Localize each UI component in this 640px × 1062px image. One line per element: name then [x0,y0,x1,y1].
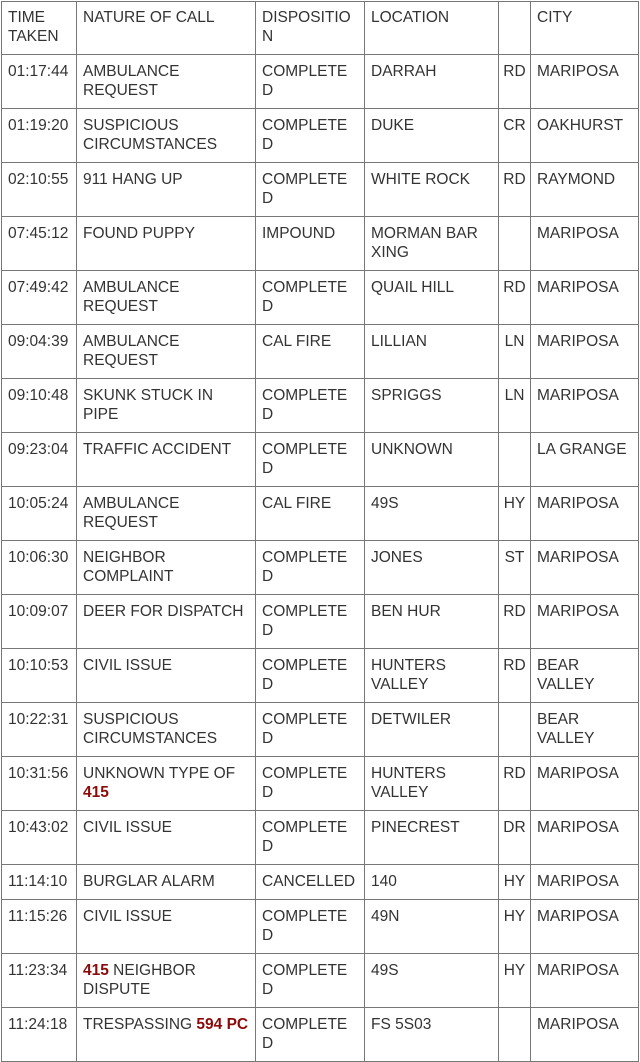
table-row [2,757,639,811]
location-cell: FS 5S03 [365,1008,499,1062]
location-cell: PINECREST [365,811,499,865]
nature-cell: TRAFFIC ACCIDENT [77,433,256,487]
suffix-cell: DR [499,811,531,865]
location-cell: HUNTERS VALLEY [365,649,499,703]
nature-cell: DEER FOR DISPATCH [77,595,256,649]
location-cell: 49S [365,954,499,1008]
nature-cell [77,1008,256,1062]
city-cell: MARIPOSA [531,811,639,865]
location-cell: LILLIAN [365,325,499,379]
table-row [2,271,639,325]
nature-cell: BURGLAR ALARM [77,865,256,900]
nature-cell: AMBULANCE REQUEST [77,55,256,109]
suffix-cell [499,1008,531,1062]
city-cell: BEAR VALLEY [531,649,639,703]
time-cell: 10:05:24 [2,487,77,541]
disposition-cell: IMPOUND [256,217,365,271]
suffix-cell: HY [499,865,531,900]
city-cell: LA GRANGE [531,433,639,487]
header-location: LOCATION [365,2,499,55]
location-cell: UNKNOWN [365,433,499,487]
location-cell: 140 [365,865,499,900]
disposition-cell: COMPLETED [256,163,365,217]
table-row [2,649,639,703]
nature-cell: CIVIL ISSUE [77,811,256,865]
time-cell: 10:43:02 [2,811,77,865]
suffix-cell: LN [499,379,531,433]
suffix-cell [499,217,531,271]
suffix-cell: RD [499,163,531,217]
table-row [2,433,639,487]
disposition-cell: COMPLETED [256,954,365,1008]
nature-text: UNKNOWN TYPE OF [83,765,236,782]
header-city: CITY [531,2,639,55]
table-row [2,217,639,271]
city-cell: MARIPOSA [531,487,639,541]
disposition-cell: COMPLETED [256,379,365,433]
nature-cell [77,954,256,1008]
city-cell: MARIPOSA [531,595,639,649]
penal-code-highlight: 594 PC [196,1016,249,1033]
nature-text: TRESPASSING [83,1016,197,1033]
penal-code-highlight: 415 [83,962,109,979]
suffix-cell: HY [499,487,531,541]
nature-cell: SUSPICIOUS CIRCUMSTANCES [77,109,256,163]
location-cell: WHITE ROCK [365,163,499,217]
suffix-cell: RD [499,757,531,811]
city-cell: MARIPOSA [531,379,639,433]
time-cell: 10:06:30 [2,541,77,595]
nature-cell: CIVIL ISSUE [77,649,256,703]
suffix-cell: RD [499,271,531,325]
time-cell: 09:23:04 [2,433,77,487]
city-cell: MARIPOSA [531,900,639,954]
table-row [2,163,639,217]
table-row [2,325,639,379]
time-cell: 09:04:39 [2,325,77,379]
call-log-table [1,1,639,1062]
city-cell: MARIPOSA [531,757,639,811]
suffix-cell: RD [499,649,531,703]
location-cell: 49S [365,487,499,541]
suffix-cell: HY [499,900,531,954]
disposition-cell: CANCELLED [256,865,365,900]
city-cell: RAYMOND [531,163,639,217]
disposition-cell: COMPLETED [256,1008,365,1062]
header-row [2,2,639,55]
time-cell: 11:15:26 [2,900,77,954]
header-time: TIME TAKEN [2,2,77,55]
nature-cell: 911 HANG UP [77,163,256,217]
suffix-cell: HY [499,954,531,1008]
table-row [2,811,639,865]
disposition-cell: COMPLETED [256,900,365,954]
suffix-cell: CR [499,109,531,163]
city-cell: OAKHURST [531,109,639,163]
disposition-cell: COMPLETED [256,811,365,865]
table-row [2,487,639,541]
nature-cell: SUSPICIOUS CIRCUMSTANCES [77,703,256,757]
table-row [2,865,639,900]
location-cell: BEN HUR [365,595,499,649]
disposition-cell: COMPLETED [256,109,365,163]
time-cell: 07:45:12 [2,217,77,271]
nature-cell: FOUND PUPPY [77,217,256,271]
city-cell: MARIPOSA [531,271,639,325]
time-cell: 01:19:20 [2,109,77,163]
time-cell: 02:10:55 [2,163,77,217]
disposition-cell: COMPLETED [256,433,365,487]
header-nature: NATURE OF CALL [77,2,256,55]
suffix-cell: RD [499,55,531,109]
time-cell: 09:10:48 [2,379,77,433]
time-cell: 10:10:53 [2,649,77,703]
disposition-cell: COMPLETED [256,55,365,109]
table-row [2,595,639,649]
nature-cell: SKUNK STUCK IN PIPE [77,379,256,433]
nature-text: NEIGHBOR DISPUTE [83,962,196,998]
header-suffix [499,2,531,55]
table-row [2,379,639,433]
time-cell: 10:22:31 [2,703,77,757]
time-cell: 01:17:44 [2,55,77,109]
city-cell: MARIPOSA [531,1008,639,1062]
time-cell: 07:49:42 [2,271,77,325]
location-cell: DARRAH [365,55,499,109]
time-cell: 11:24:18 [2,1008,77,1062]
disposition-cell: COMPLETED [256,541,365,595]
nature-cell: AMBULANCE REQUEST [77,487,256,541]
time-cell: 10:09:07 [2,595,77,649]
time-cell: 11:14:10 [2,865,77,900]
table-row [2,541,639,595]
city-cell: MARIPOSA [531,954,639,1008]
location-cell: SPRIGGS [365,379,499,433]
city-cell: BEAR VALLEY [531,703,639,757]
suffix-cell: RD [499,595,531,649]
disposition-cell: COMPLETED [256,271,365,325]
table-row [2,55,639,109]
city-cell: MARIPOSA [531,217,639,271]
city-cell: MARIPOSA [531,865,639,900]
table-row [2,109,639,163]
header-disposition: DISPOSITION [256,2,365,55]
table-row [2,954,639,1008]
table-row [2,1008,639,1062]
location-cell: MORMAN BAR XING [365,217,499,271]
city-cell: MARIPOSA [531,325,639,379]
table-row [2,900,639,954]
time-cell: 10:31:56 [2,757,77,811]
suffix-cell: ST [499,541,531,595]
nature-cell: AMBULANCE REQUEST [77,325,256,379]
disposition-cell: COMPLETED [256,649,365,703]
location-cell: QUAIL HILL [365,271,499,325]
disposition-cell: COMPLETED [256,757,365,811]
suffix-cell [499,703,531,757]
city-cell: MARIPOSA [531,541,639,595]
location-cell: 49N [365,900,499,954]
suffix-cell [499,433,531,487]
nature-cell: CIVIL ISSUE [77,900,256,954]
location-cell: DUKE [365,109,499,163]
disposition-cell: COMPLETED [256,595,365,649]
nature-cell [77,757,256,811]
table-row [2,703,639,757]
penal-code-highlight: 415 [83,784,109,801]
disposition-cell: CAL FIRE [256,487,365,541]
time-cell: 11:23:34 [2,954,77,1008]
nature-cell: AMBULANCE REQUEST [77,271,256,325]
nature-cell: NEIGHBOR COMPLAINT [77,541,256,595]
city-cell: MARIPOSA [531,55,639,109]
location-cell: HUNTERS VALLEY [365,757,499,811]
location-cell: DETWILER [365,703,499,757]
suffix-cell: LN [499,325,531,379]
disposition-cell: CAL FIRE [256,325,365,379]
location-cell: JONES [365,541,499,595]
disposition-cell: COMPLETED [256,703,365,757]
